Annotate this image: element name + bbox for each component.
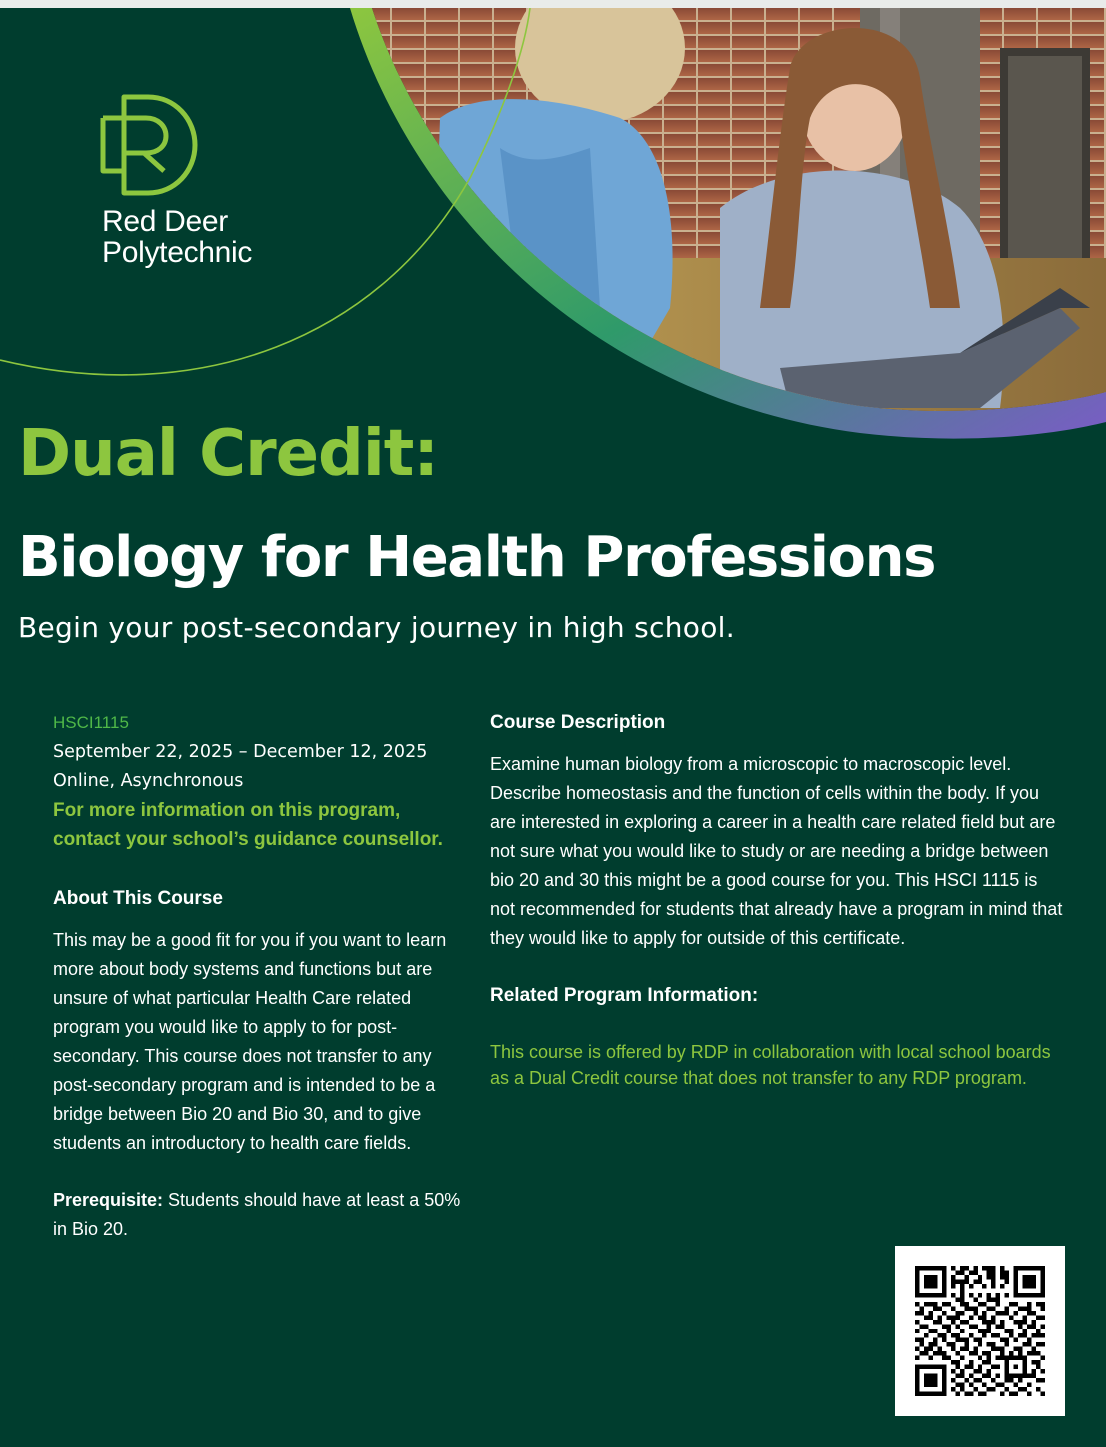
about-body: This may be a good fit for you if you want to learn more about body systems and functions but are unsure of what particular Health Care related program you would like to apply to for post-secondary. This course does not transfer to any post-secondary program and is intended to be a bridge between Bio 20 and Bio 30, and to give students an introductory to health care fields. xyxy=(53,930,447,1153)
brand-name xyxy=(102,206,252,268)
flyer-page xyxy=(0,8,1106,1447)
prerequisite xyxy=(53,1186,468,1244)
related-heading: Related Program Information: xyxy=(490,985,759,1006)
brand-name-line2: Polytechnic xyxy=(102,236,253,269)
rdp-logo-icon xyxy=(100,94,200,196)
brand-name-line1: Red Deer xyxy=(102,205,228,238)
tagline: Begin your post-secondary journey in high school. xyxy=(18,611,735,644)
right-column xyxy=(490,708,1065,1091)
course-dates: September 22, 2025 – December 12, 2025 xyxy=(53,742,428,762)
left-column xyxy=(53,708,468,1244)
contact-note: For more information on this program, contact your school’s guidance counsellor. xyxy=(53,800,443,850)
description-body: Examine human biology from a microscopic to macroscopic level. Describe homeostasis and the function of cells within the body. If you are interested in exploring a career in a health care related field but are not sure what you would like to study or are needing a bridge between bio 20 and 30 this might be a good course for you. This HSCI 1115 is not recommended for students that already have a program in mind that they would like to apply for outside of this certificate. xyxy=(490,754,1063,948)
qr-code-icon xyxy=(915,1266,1045,1396)
related-body: This course is offered by RDP in collaboration with local school boards as a Dual Credit course that does not transfer to any RDP program. xyxy=(490,1042,1051,1088)
top-strip xyxy=(0,0,1106,8)
title-line2: Biology for Health Professions xyxy=(18,525,936,590)
qr-code[interactable] xyxy=(895,1246,1065,1416)
description-heading: Course Description xyxy=(490,712,666,733)
about-heading: About This Course xyxy=(53,888,223,909)
prerequisite-text: Students should have at least a 50% in Bio 20. xyxy=(53,1190,461,1239)
course-delivery: Online, Asynchronous xyxy=(53,771,244,791)
title-line1: Dual Credit: xyxy=(18,417,438,491)
prerequisite-label: Prerequisite: xyxy=(53,1190,164,1210)
course-code: HSCI1115 xyxy=(53,713,129,732)
